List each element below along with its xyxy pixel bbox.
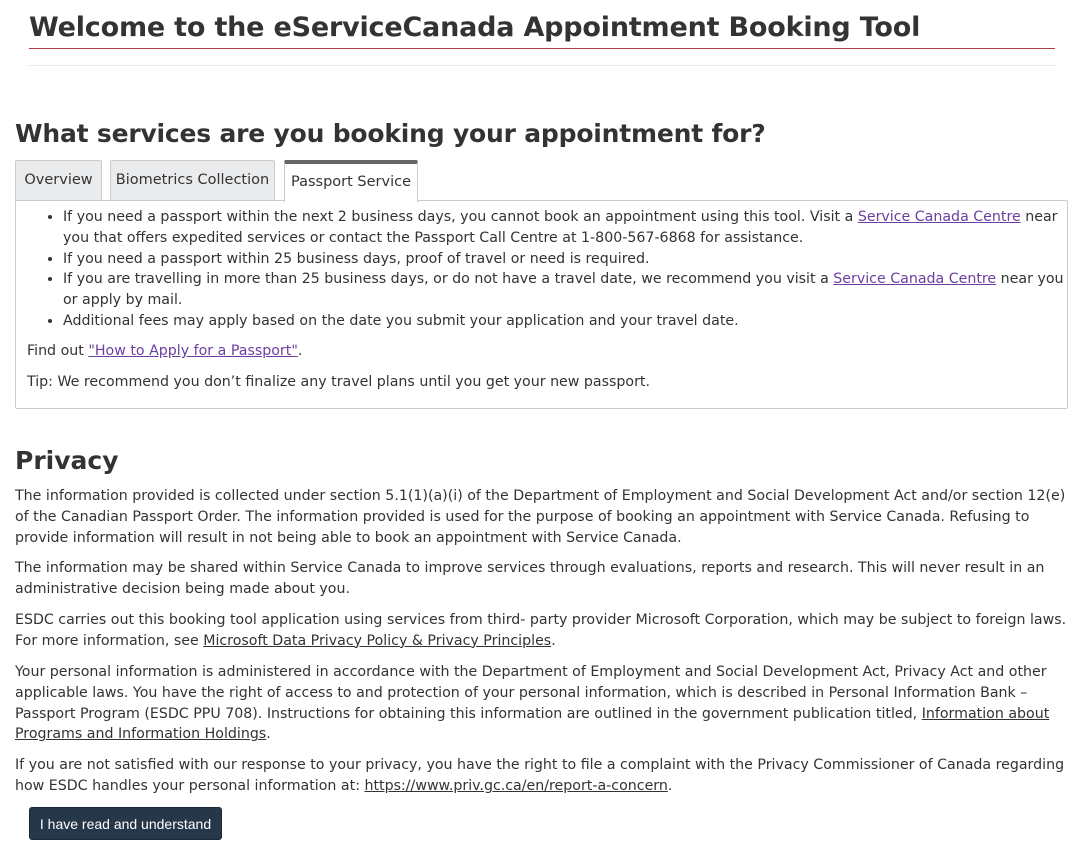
paragraph-text: If you are not satisfied with our response to your privacy, you have the right to file a complaint with the Privacy Commissioner of Canada regarding how ESDC handles your personal information at: [15,757,1065,794]
find-out-prefix: Find out [27,343,89,359]
bullet-text: If you need a passport within 25 business days, proof of travel or need is required. [63,250,650,267]
tab-passport-service[interactable]: Passport Service [284,160,418,202]
passport-info-list [16,201,1067,332]
paragraph-text: . [266,726,271,743]
passport-service-panel [15,200,1068,409]
bullet-text: near you that offers expedited services or contact the Passport Call Centre at 1-800-567-6868 for assistance. [63,209,1058,246]
bullet-text: Additional fees may apply based on the date you submit your application and your travel date. [63,312,739,329]
privacy-paragraph [15,610,1071,652]
list-item [63,269,1067,311]
find-out-suffix: . [297,343,303,359]
bullet-text: If you need a passport within the next 2 business days, you cannot book an appointment using this tool. Visit a [63,209,858,225]
tip-text: Tip: We recommend you don’t finalize any travel plans until you get your new passport. [27,374,650,390]
report-concern-link[interactable]: https://www.priv.gc.ca/en/report-a-concern [364,777,668,794]
page-header [29,0,1055,45]
list-item [63,249,1067,270]
privacy-paragraph: The information may be shared within Service Canada to improve services through evaluations, reports and research. This will never result in an administrative decision being made about you. [15,560,1045,597]
list-item [63,207,1067,249]
tab-overview[interactable]: Overview [15,160,102,201]
paragraph-text: . [667,777,673,794]
privacy-paragraph: The information provided is collected under section 5.1(1)(a)(i) of the Department of Employment and Social Development Act and/or section 12(e) of the Canadian Passport Order. The information provided is used for the purpose of booking an appointment with Service Canada. Refusing to provide information will result in not being able to book an appointment with Service Canada. [15,488,1066,546]
paragraph-text: . [551,632,556,649]
find-out-text [27,341,302,362]
info-programs-link[interactable]: Information about Programs and Information Holdings [15,705,1050,743]
service-canada-centre-link[interactable]: Service Canada Centre [857,209,1021,225]
bullet-text: If you are travelling in more than 25 business days, or do not have a travel date, we recommend you visit a [63,271,834,288]
service-canada-centre-link[interactable]: Service Canada Centre [833,271,997,288]
privacy-heading: Privacy [15,446,119,475]
page-title: Welcome to the eServiceCanada Appointment Booking Tool [29,12,921,43]
microsoft-privacy-link[interactable]: Microsoft Data Privacy Policy & Privacy Principles [203,632,552,649]
services-heading: What services are you booking your appointment for? [15,119,766,148]
privacy-paragraph [15,755,1071,797]
tab-biometrics-collection[interactable]: Biometrics Collection [110,160,275,201]
bullet-text: near you or apply by mail. [63,271,1064,309]
privacy-paragraph [15,662,1071,745]
title-underline [29,48,1055,49]
header-divider [29,65,1055,66]
how-to-apply-link[interactable]: "How to Apply for a Passport" [88,343,298,359]
paragraph-text: ESDC carries out this booking tool application using services from third- party provider Microsoft Corporation, which may be subject to foreign laws. For more information, see [15,612,1067,649]
paragraph-text: Your personal information is administered in accordance with the Department of Employment and Social Development Act, Privacy Act and other applicable laws. You have the right of access to and protection of your personal information, which is described in Personal Information Bank – Passport Program (ESDC PPU 708). Instructions for obtaining this information are outlined in the government publication titled, [15,664,1047,722]
list-item [63,311,1067,332]
acknowledge-button[interactable]: I have read and understand [29,807,222,840]
